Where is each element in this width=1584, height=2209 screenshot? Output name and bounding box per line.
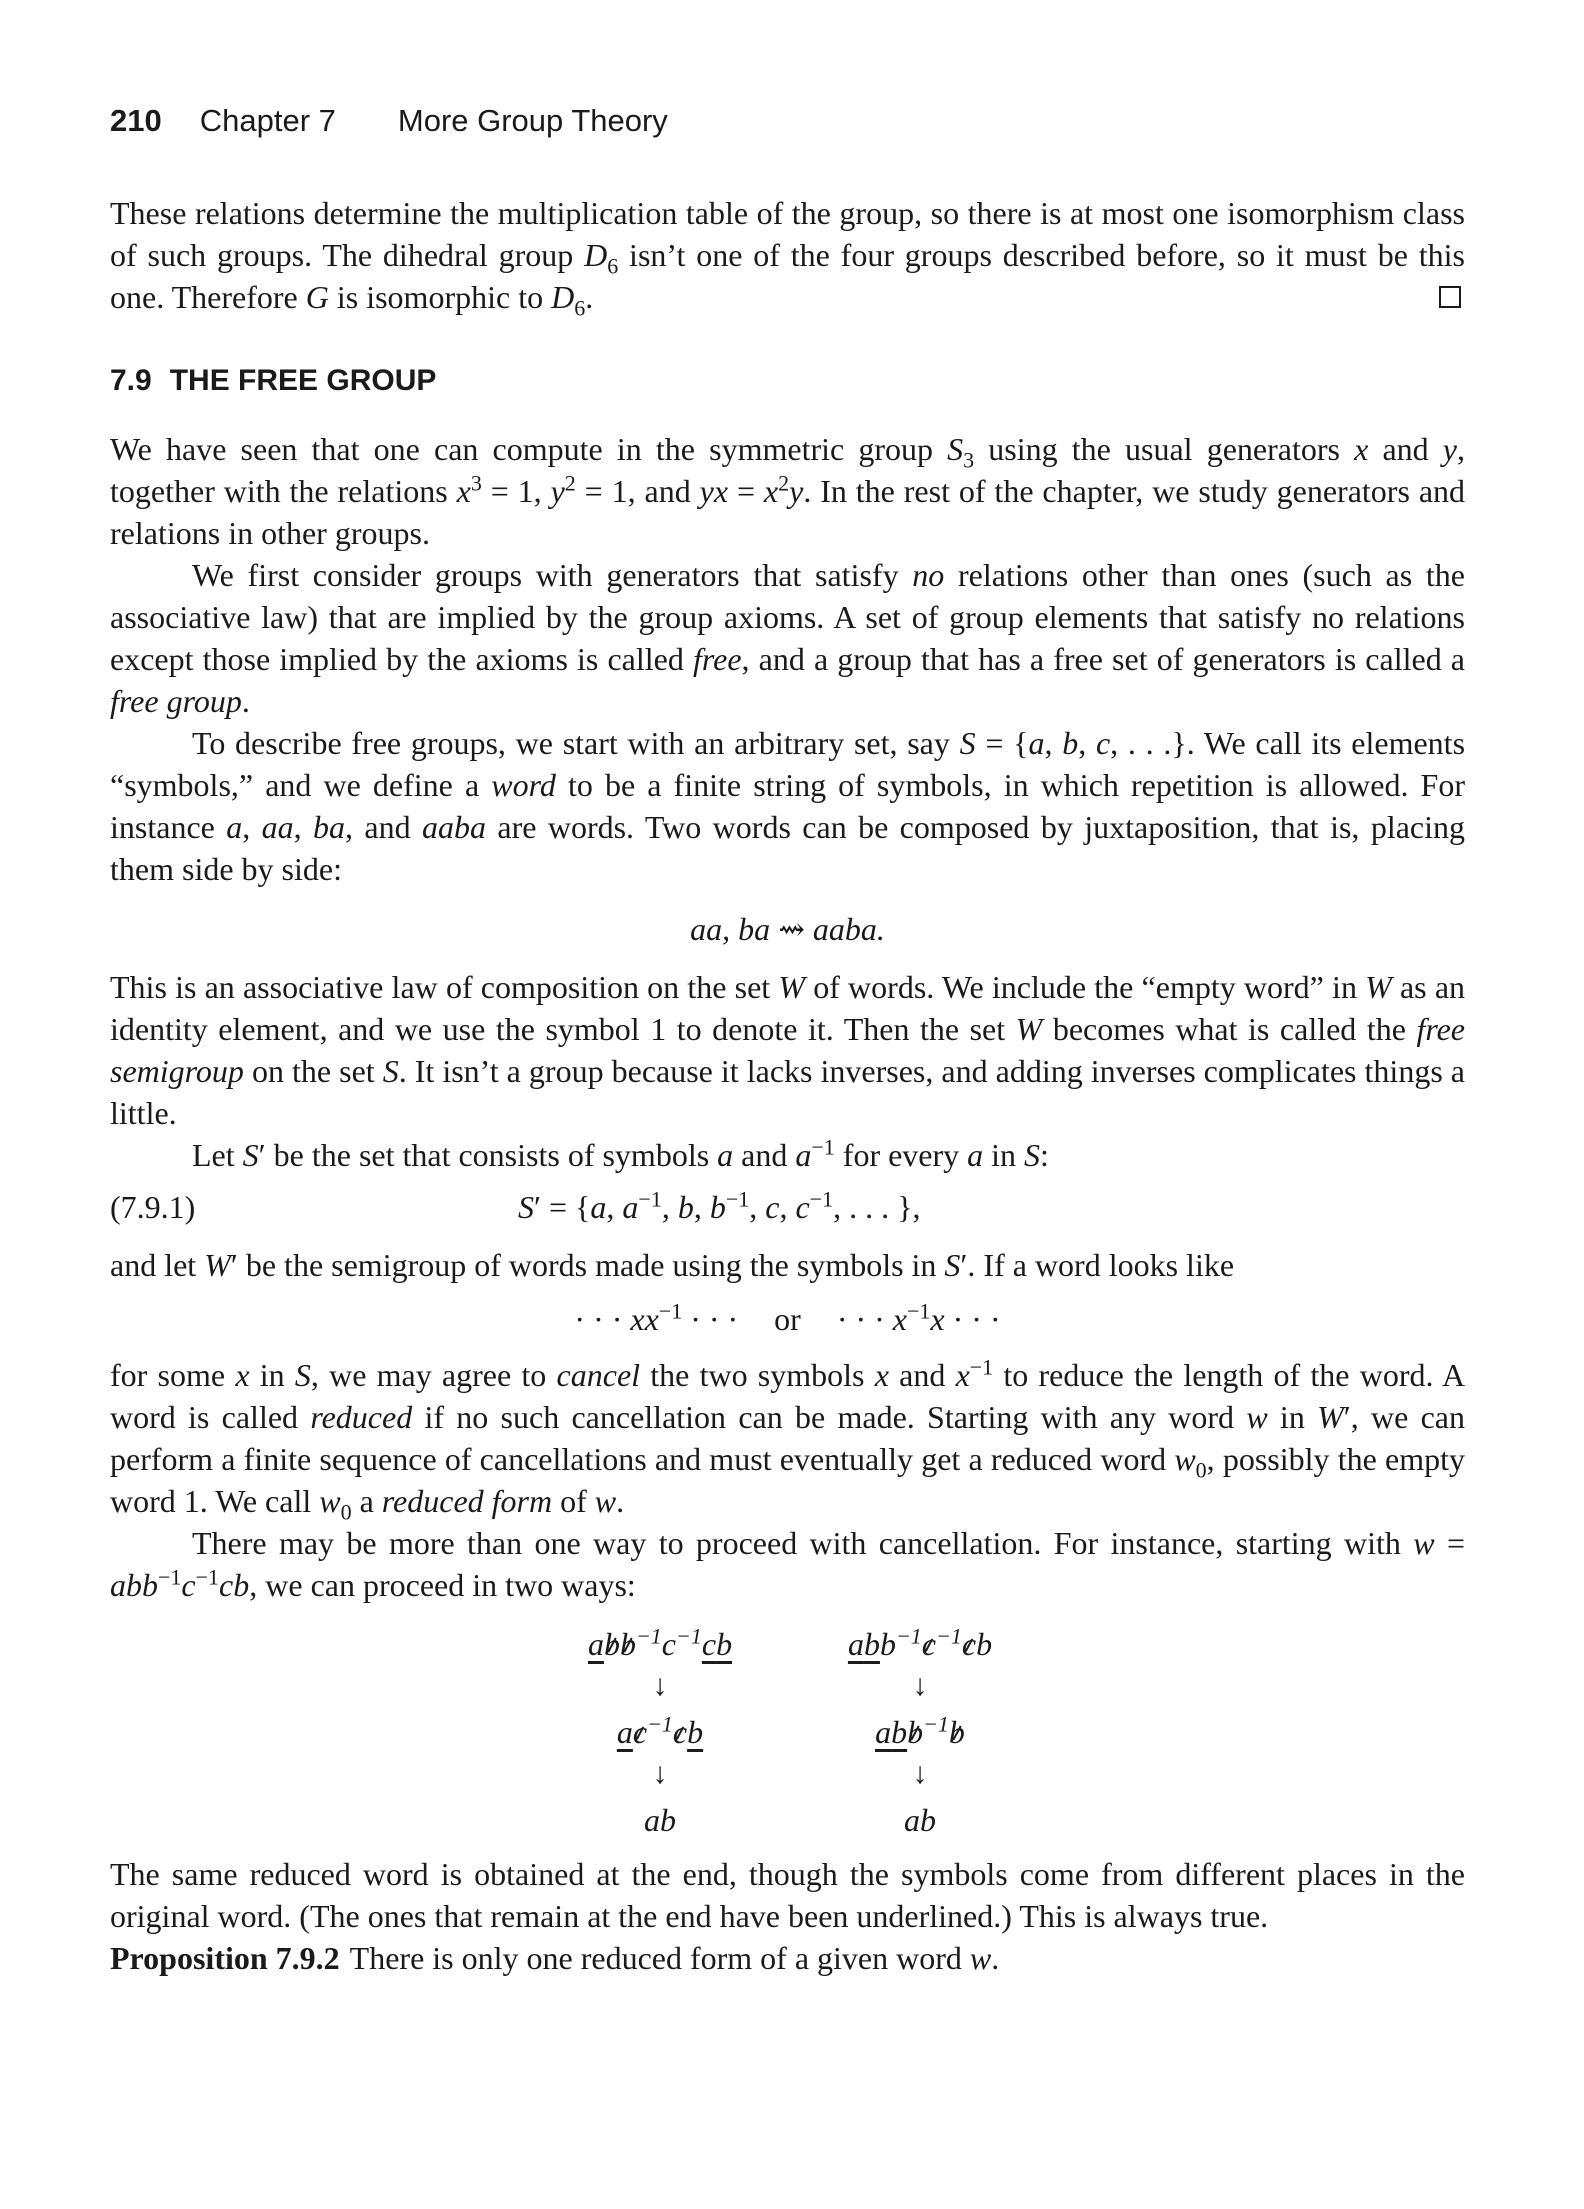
page-number: 210	[110, 103, 162, 138]
proposition-text: There is only one reduced form of a given word w.	[349, 1940, 1000, 1976]
down-arrow-icon: ↓	[912, 1669, 928, 1702]
left-step-2: $ac^{-1}cb$	[550, 1710, 770, 1754]
proposition-7-9-2	[110, 1937, 1465, 1979]
cancellation-path-right	[810, 1622, 1030, 1842]
pattern-or: or	[774, 1301, 801, 1337]
chapter-label: Chapter 7	[199, 103, 336, 138]
section-heading	[110, 360, 1465, 402]
running-header	[110, 103, 668, 139]
proposition-label: Proposition 7.9.2	[110, 1940, 340, 1976]
left-result: ab	[644, 1802, 676, 1838]
paragraph-6: and let W′ be the semigroup of words made using the symbols in S′. If a word looks like	[110, 1247, 1235, 1283]
paragraph-5: Let S′ be the set that consists of symbols a and $a^{-1}$ for every a in S:	[192, 1134, 1049, 1173]
paragraph-3: To describe free groups, we start with an arbitrary set, say S = {a, b, c, . . .}. We call its elements “symbols,” and we define a word to be a finite string of symbols, in which repetition is allowed. For instance a, aa, ba, and aaba are words. Two words can be composed by juxtaposition, that is, placing them side by side:	[110, 725, 1466, 887]
cancellation-path-left	[550, 1622, 770, 1842]
cancellation-diagram	[110, 1622, 1465, 1837]
paragraph-9: The same reduced word is obtained at the end, though the symbols come from different places in the original word. (The ones that remain at the end have been underlined.) This is always true.	[110, 1856, 1465, 1934]
left-step-1: $abb^{-1}c^{-1}cb$	[550, 1622, 770, 1666]
equation-number: (7.9.1)	[110, 1189, 196, 1225]
chapter-title: More Group Theory	[397, 103, 668, 138]
equation-7-9-1	[110, 1186, 1465, 1234]
paragraph-2: We first consider groups with generators that satisfy no relations other than ones (such as the associative law) that are implied by the group axioms. A set of group elements that satisfy no relations except those implied by the axioms is called free, and a group that has a free set of generators is called a free group.	[110, 557, 1466, 719]
down-arrow-icon: ↓	[652, 1757, 668, 1790]
paragraph-7: for some x in S, we may agree to cancel the two symbols x and $x^{-1}$ to reduce the length of the word. A word is called reduced if no such cancellation can be made. Starting with any word w in W′, we can perform a finite sequence of cancellations and must eventually get a reduced word $w_0$, possibly the empty word 1. We call $w_0$ a reduced form of w.	[110, 1354, 1466, 1525]
pattern-left: · · · $xx^{-1}$ · · ·	[574, 1298, 739, 1337]
paragraph-8: There may be more than one way to proceed with cancellation. For instance, starting with $w = abb^{-1}c^{-1}cb$, we can proceed in two ways:	[110, 1525, 1466, 1603]
right-step-2: abb$^{-1}$b	[810, 1710, 1030, 1754]
equation-body: S′ = {a, $a^{-1}$, b, $b^{-1}$, c, $c^{-1}$, . . . },	[518, 1186, 921, 1225]
paragraph-1: We have seen that one can compute in the symmetric group $S_3$ using the usual generators x and y, together with the relations $x^3 = 1$, $y^2 = 1$, and yx = $x^2y$. In the rest of the chapter, we study generators and relations in other groups.	[110, 431, 1466, 551]
right-step-1: $abb^{-1}c^{-1}cb$	[810, 1622, 1030, 1666]
paragraph-4: This is an associative law of composition on the set W of words. We include the “empty word” in W as an identity element, and we use the symbol 1 to denote it. Then the set W becomes what is called the free semigroup on the set S. It isn’t a group because it lacks inverses, and adding inverses complicates things a little.	[110, 969, 1466, 1131]
down-arrow-icon: ↓	[652, 1669, 668, 1702]
display-equation-juxtaposition: aa, ba ⇝ aaba.	[690, 911, 885, 947]
right-result: ab	[904, 1802, 936, 1838]
qed-box-icon	[1439, 286, 1461, 308]
section-title: THE FREE GROUP	[169, 364, 437, 397]
page-body	[110, 192, 1465, 1979]
down-arrow-icon: ↓	[912, 1757, 928, 1790]
intro-paragraph: These relations determine the multiplication table of the group, so there is at most one isomorphism class of such groups. The dihedral group $D_6$ isn’t one of the four groups described before, so it must be this one. Therefore G is isomorphic to $D_6$.	[110, 195, 1466, 321]
cancellation-patterns	[110, 1298, 1465, 1340]
pattern-right: · · · $x^{-1}x$ · · ·	[836, 1298, 1001, 1337]
section-number: 7.9	[110, 364, 152, 397]
